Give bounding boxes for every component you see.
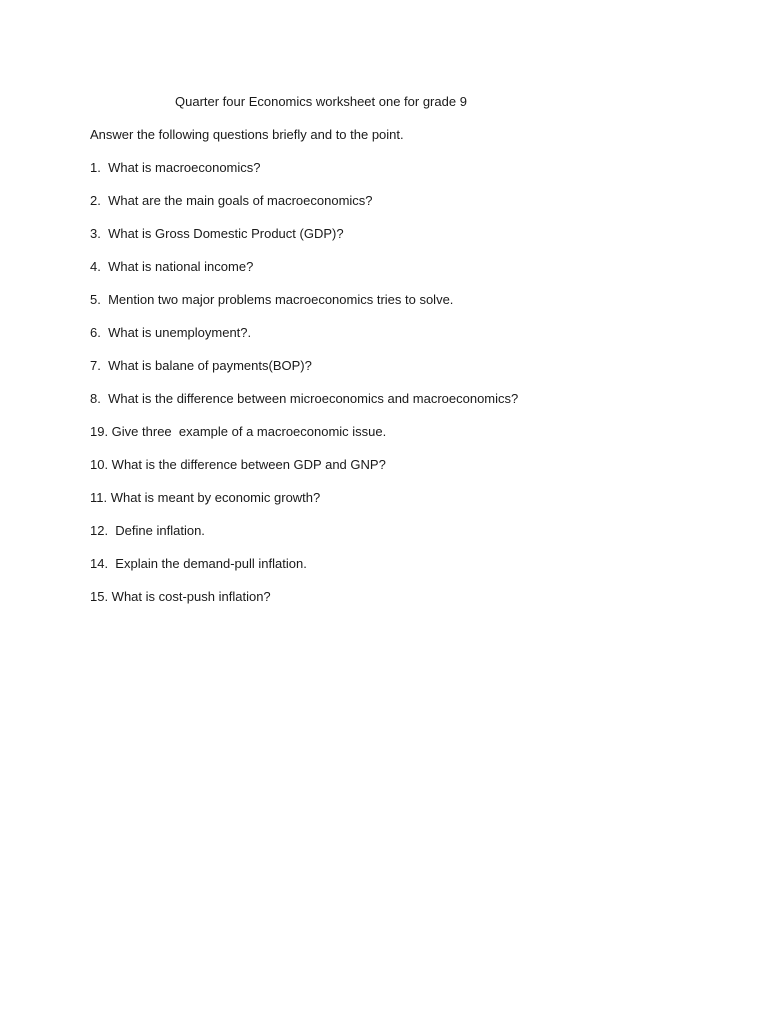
question-item: 5. Mention two major problems macroeconomics tries to solve. [90,292,454,307]
question-item: 3. What is Gross Domestic Product (GDP)? [90,226,344,241]
question-list [90,159,518,621]
question-item: 2. What are the main goals of macroeconomics? [90,193,373,208]
question-item: 15. What is cost-push inflation? [90,589,271,604]
instruction-text: Answer the following questions briefly and to the point. [90,127,404,142]
question-item: 14. Explain the demand-pull inflation. [90,556,307,571]
question-item: 1. What is macroeconomics? [90,160,261,175]
question-item: 19. Give three example of a macroeconomic issue. [90,424,387,439]
question-item: 11. What is meant by economic growth? [90,490,321,505]
page-title: Quarter four Economics worksheet one for grade 9 [175,94,467,109]
question-item: 12. Define inflation. [90,523,205,538]
question-item: 6. What is unemployment?. [90,325,252,340]
question-item: 7. What is balane of payments(BOP)? [90,358,312,373]
question-item: 8. What is the difference between microeconomics and macroeconomics? [90,391,519,406]
question-item: 4. What is national income? [90,259,254,274]
question-item: 10. What is the difference between GDP and GNP? [90,457,386,472]
